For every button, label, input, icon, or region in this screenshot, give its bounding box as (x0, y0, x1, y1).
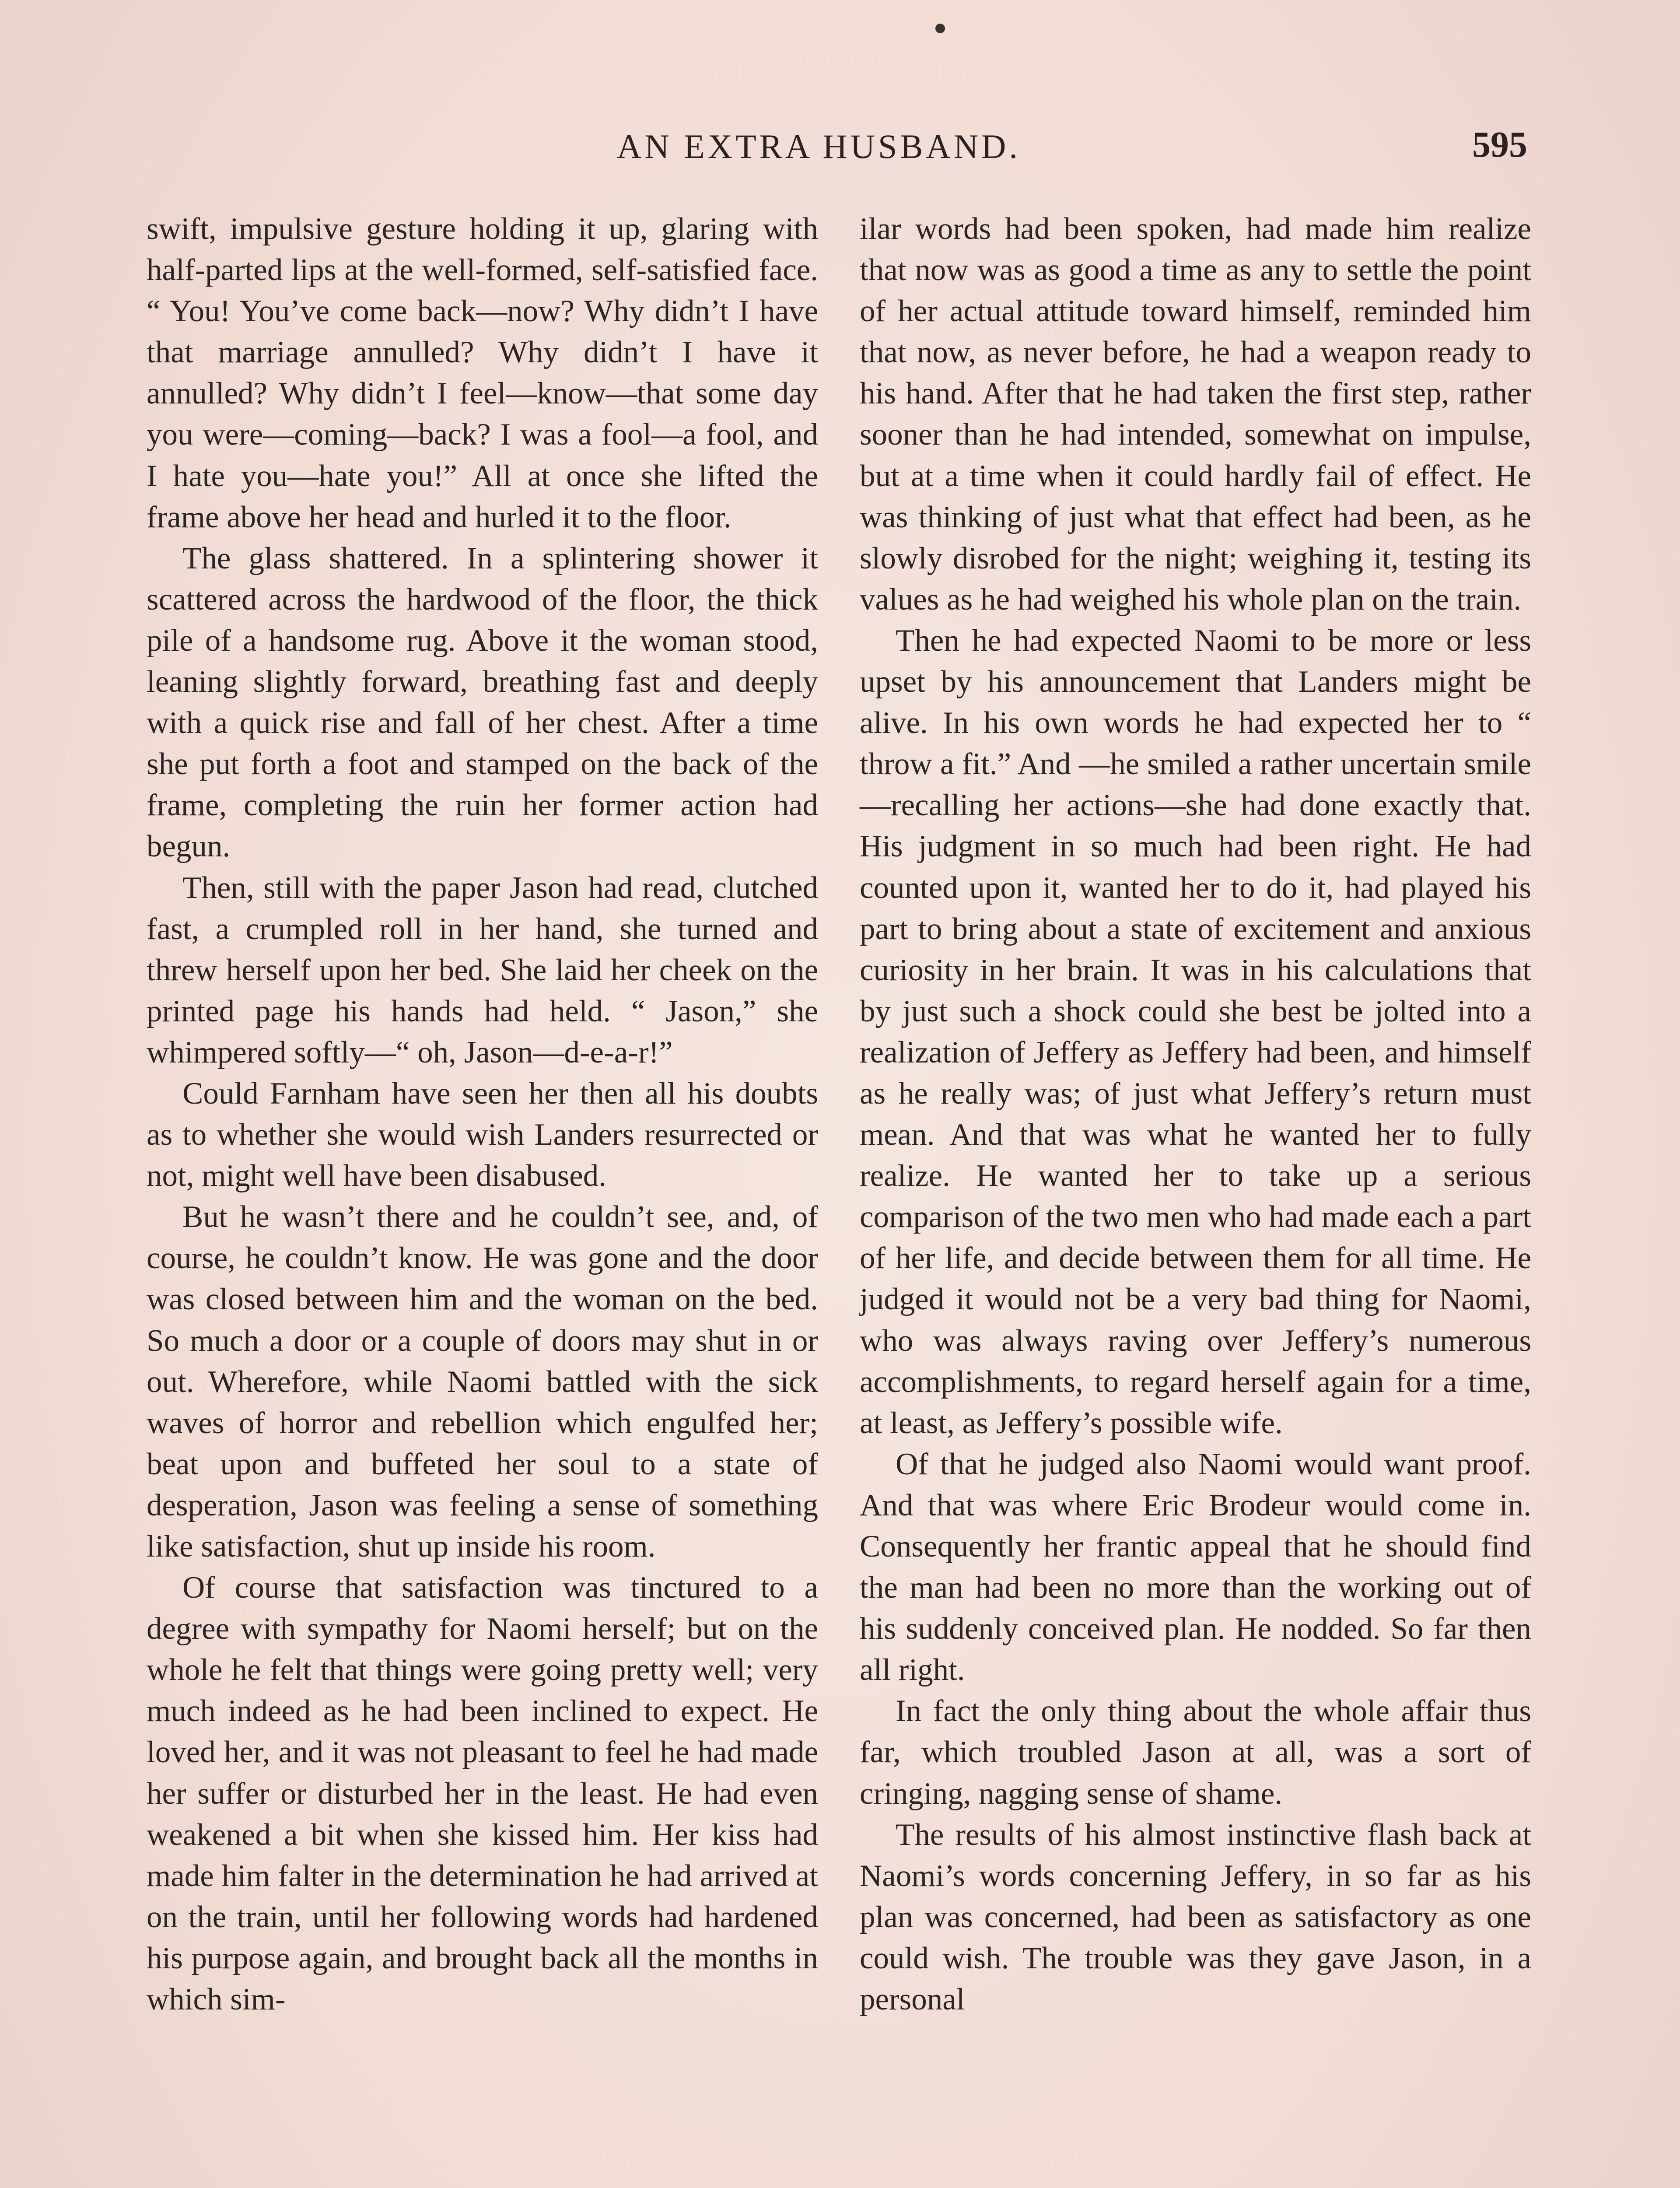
paragraph: In fact the only thing about the whole affair thus far, which troubled Jason at all, was a sort of cringing, nagging sense of shame. (860, 1694, 1531, 1811)
paragraph: Then, still with the paper Jason had read, clutched fast, a crumpled roll in her hand, she turned and threw herself upon her bed. She laid her cheek on the printed page his hands had held. “ Jason,” she whimpered softly—“ oh, Jason—d-e-a-r!” (147, 870, 818, 1069)
paragraph: The glass shattered. In a splintering shower it scattered across the hardwood of the floor, the thick pile of a handsome rug. Above it the woman stood, leaning slightly forward, breathing fast and deeply with a quick rise and fall of her chest. After a time she put forth a foot and stamped on the back of the frame, completing the ruin her former action had begun. (147, 541, 818, 864)
paragraph: But he wasn’t there and he couldn’t see, and, of course, he couldn’t know. He was gone and the door was closed between him and the woman on the bed. So much a door or a couple of doors may shut in or out. Wherefore, while Naomi battled with the sick waves of horror and rebellion which engulfed her; beat upon and buffeted her soul to a state of desperation, Jason was feeling a sense of something like satisfaction, shut up inside his room. (147, 1200, 818, 1564)
paragraph: Of course that satisfaction was tinctured to a degree with sympathy for Naomi herself; but on the whole he felt that things were going pretty well; very much indeed as he had been inclined to expect. He loved her, and it was not pleasant to feel he had made her suffer or disturbed her in the least. He had even weakened a bit when she kissed him. Her kiss had made him falter in the determination he had arrived at on the train, until her following words had hardened his purpose again, and brought back all the months in which sim- (147, 1571, 818, 2017)
paragraph: Then he had expected Naomi to be more or less upset by his announcement that Landers might be alive. In his own words he had expected her to “ throw a fit.” And —he smiled a rather uncertain smile—recalling her actions—she had done exactly that. His judgment in so much had been right. He had counted upon it, wanted her to do it, had played his part to bring about a state of excitement and anxious curiosity in her brain. It was in his calculations that by just such a shock could she best be jolted into a realization of Jeffery as Jeffery had been, and himself as he really was; of just what Jeffery’s return must mean. And that was what he wanted her to fully realize. He wanted her to take up a serious comparison of the two men who had made each a part of her life, and decide between them for all time. He judged it would not be a very bad thing for Naomi, who was always raving over Jeffery’s numerous accomplishments, to regard herself again for a time, at least, as Jeffery’s possible wife. (860, 623, 1531, 1440)
left-column (147, 208, 818, 2020)
running-title: AN EXTRA HUSBAND. (617, 127, 1021, 165)
paragraph: Of that he judged also Naomi would want proof. And that was where Eric Brodeur would come in. Consequently her frantic appeal that he should find the man had been no more than the working out of his suddenly conceived plan. He nodded. So far then all right. (860, 1447, 1531, 1687)
print-dot (935, 24, 945, 33)
paragraph: swift, impulsive gesture holding it up, glaring with half-parted lips at the well-formed, self-satisfied face. “ You! You’ve come back—now? Why didn’t I have that marriage annulled? Why didn’t I have it annulled? Why didn’t I feel—know—that some day you were—coming—back? I was a fool—a fool, and I hate you—hate you!” All at once she lifted the frame above her head and hurled it to the floor. (147, 212, 818, 534)
right-column (860, 208, 1531, 2020)
paragraph: Could Farnham have seen her then all his doubts as to whether she would wish Landers resurrected or not, might well have been disabused. (147, 1076, 818, 1193)
page-number: 595 (1472, 124, 1527, 165)
paragraph: The results of his almost instinctive flash back at Naomi’s words concerning Jeffery, in so far as his plan was concerned, had been as satisfactory as one could wish. The trouble was they gave Jason, in a personal (860, 1817, 1531, 2017)
paragraph: ilar words had been spoken, had made him realize that now was as good a time as any to settle the point of her actual attitude toward himself, reminded him that now, as never before, he had a weapon ready to his hand. After that he had taken the first step, rather sooner than he had intended, somewhat on impulse, but at a time when it could hardly fail of effect. He was thinking of just what that effect had been, as he slowly disrobed for the night; weighing it, testing its values as he had weighed his whole plan on the train. (860, 212, 1531, 617)
